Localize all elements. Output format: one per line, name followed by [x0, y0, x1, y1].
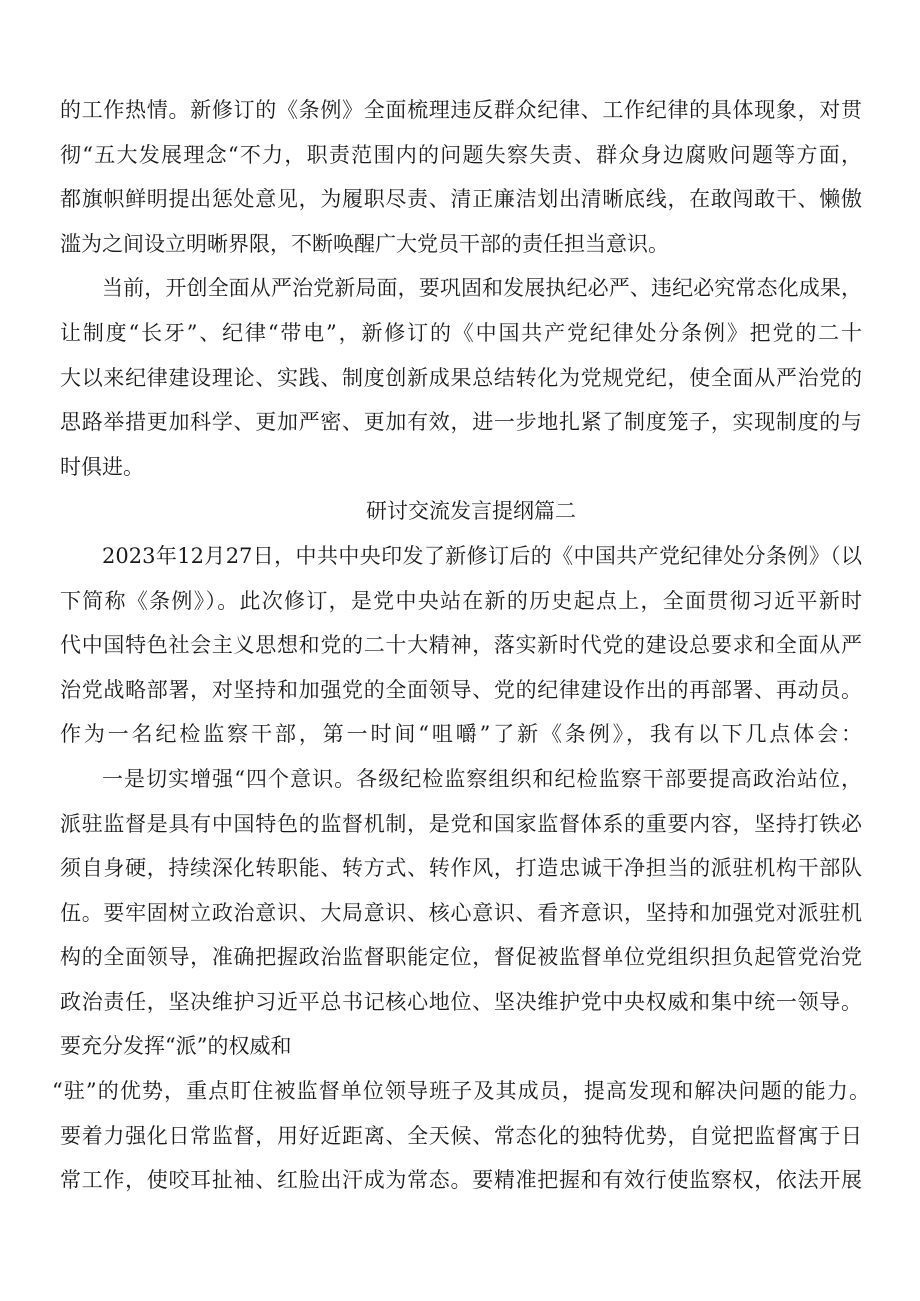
text-line: 大以来纪律建设理论、实践、制度创新成果总结转化为党规党纪，使全面从严治党的: [60, 365, 862, 390]
text-line: 治党战略部署，对坚持和加强党的全面领导、党的纪律建设作出的再部署、再动员。: [60, 677, 862, 702]
paragraph-5: [52, 1069, 870, 1203]
text-line: 让制度“长牙”、纪律“带电”，新修订的《中国共产党纪律处分条例》把党的二十: [60, 320, 862, 345]
document-page: [52, 88, 870, 1203]
paragraph-3: [60, 534, 862, 757]
paragraph-1: [60, 88, 862, 266]
text-line: 滥为之间设立明晰界限，不断唤醒广大党员干部的责任担当意识。: [60, 231, 669, 256]
text-line: 当前，开创全面从严治党新局面，要巩固和发展执纪必严、违纪必究常态化成果，: [102, 276, 862, 301]
text-line: 构的全面领导，准确把握政治监督职能定位，督促被监督单位党组织担负起管党治党: [60, 945, 862, 970]
text-line: 常工作，使咬耳扯袖、红脸出汗成为常态。要精准把握和有效行使监察权，依法开展: [60, 1168, 862, 1193]
text-line: 派驻监督是具有中国特色的监督机制，是党和国家监督体系的重要内容，坚持打铁必: [60, 811, 862, 836]
text-line: 都旗帜鲜明提出惩处意见，为履职尽责、清正廉洁划出清晰底线，在敢闯敢干、懒傲: [60, 187, 862, 212]
text-line: 下简称《条例》）。此次修订，是党中央站在新的历史起点上，全面贯彻习近平新时: [60, 588, 862, 613]
text-line: 彻“五大发展理念“不力，职责范围内的问题失察失责、群众身边腐败问题等方面，: [60, 142, 862, 167]
text-line: 的工作热情。新修订的《条例》全面梳理违反群众纪律、工作纪律的具体现象，对贯: [60, 98, 862, 122]
text-line: 2023年12月27日，中共中央印发了新修订后的《中国共产党纪律处分条例》（以: [102, 543, 862, 568]
paragraph-4: [60, 757, 862, 1069]
text-line: 代中国特色社会主义思想和党的二十大精神，落实新时代党的建设总要求和全面从严: [60, 633, 862, 658]
text-line: 要充分发挥“派”的权威和: [60, 1034, 292, 1059]
text-line: 一是切实增强“四个意识。各级纪检监察组织和纪检监察干部要提高政治站位，: [102, 766, 862, 791]
text-line: 须自身硬，持续深化转职能、转方式、转作风，打造忠诚干净担当的派驻机构干部队: [60, 856, 862, 881]
paragraph-2: [60, 266, 862, 489]
text-line: 政治责任，坚决维护习近平总书记核心地位、坚决维护党中央权威和集中统一领导。: [60, 989, 862, 1014]
text-line: 时俱进。: [60, 454, 144, 479]
text-line: 作为一名纪检监察干部，第一时间“咀嚼”了新《条例》，我有以下几点体会：: [60, 722, 862, 747]
text-line: 思路举措更加科学、更加严密、更加有效，进一步地扎紧了制度笼子，实现制度的与: [60, 410, 862, 435]
text-line: “驻”的优势，重点盯住被监督单位领导班子及其成员，提高发现和解决问题的能力。: [52, 1079, 870, 1104]
text-line: 要着力强化日常监督，用好近距离、全天候、常态化的独特优势，自觉把监督寓于日: [60, 1123, 862, 1148]
section-heading: 研讨交流发言提纲篇二: [366, 499, 576, 524]
text-line: 伍。要牢固树立政治意识、大局意识、核心意识、看齐意识，坚持和加强党对派驻机: [60, 900, 862, 925]
